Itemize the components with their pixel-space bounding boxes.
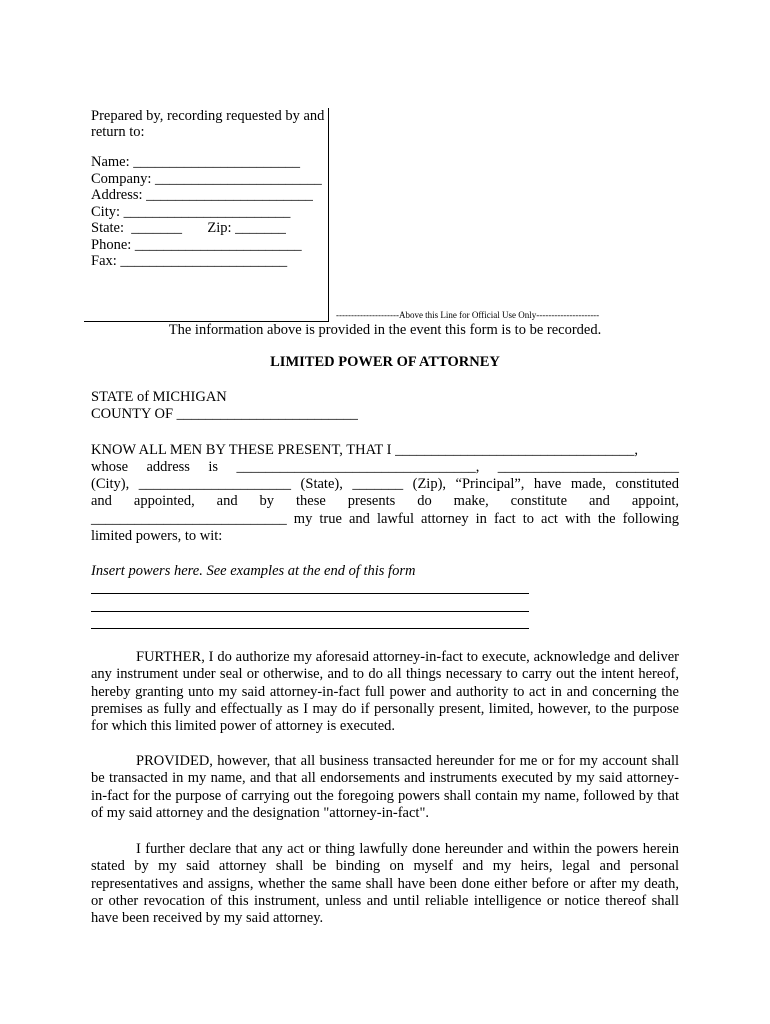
info-note: The information above is provided in the event this form is to be recorded.: [168, 322, 602, 338]
fax-field: Fax: _______________________: [91, 253, 288, 269]
state-zip-field: State: _______ Zip: _______: [91, 220, 286, 236]
powers-blank-line-2: [91, 611, 529, 612]
know-line-5: ___________________________ my true and lawful attorney in fact to act with the following: [91, 511, 679, 527]
official-use-line: ---------------------Above this Line for Official Use Only---------------------: [336, 310, 600, 320]
county-line: COUNTY OF _________________________: [91, 406, 358, 422]
insert-powers-note: Insert powers here. See examples at the end of this form: [91, 563, 416, 579]
state-line: STATE of MICHIGAN: [91, 389, 227, 405]
further-text: FURTHER, I do authorize my aforesaid attorney-in-fact to execute, acknowledge and deliver any instrument under seal or otherwise, and to do all things necessary to carry out the intent hereof, hereby granting unto my said attorney-in-fact full power and authority to act in and concerning the premises as fully and effectually as I may do if personally present, limited, however, to the purpose for which this limited power of attorney is executed.: [91, 649, 679, 735]
know-line-2: whose address is _________________________________, _________________________: [91, 459, 679, 475]
prepared-by-text: Prepared by, recording requested by and: [91, 108, 325, 124]
document-title: LIMITED POWER OF ATTORNEY: [270, 354, 500, 370]
know-line-6: limited powers, to wit:: [91, 528, 223, 544]
header-vertical-rule: [328, 108, 329, 322]
provided-text: PROVIDED, however, that all business transacted hereunder for me or for my account shall be transacted in my name, and that all endorsements and instruments executed by my said attorney-in-fact for the purpose of carrying out the foregoing powers shall contain my name, followed by that of my said attorney and the designation "attorney-in-fact".: [91, 753, 679, 821]
company-field: Company: _______________________: [91, 171, 322, 187]
declare-text: I further declare that any act or thing lawfully done hereunder and within the powers herein stated by my said attorney shall be binding on myself and my heirs, legal and personal representatives and assigns, whether the same shall have been done either before or after my death, or other revocation of this instrument, unless and until reliable intelligence or notice thereof shall have been received by my said attorney.: [91, 841, 679, 927]
provided-paragraph: [91, 753, 679, 822]
declare-paragraph: [91, 841, 679, 927]
name-field: Name: _______________________: [91, 154, 301, 170]
know-line-3: (City), _____________________ (State), _______ (Zip), “Principal”, have made, constituted: [91, 476, 679, 492]
powers-blank-line-1: [91, 593, 529, 594]
know-line-1: KNOW ALL MEN BY THESE PRESENT, THAT I _________________________________,: [91, 442, 638, 458]
city-field: City: _______________________: [91, 204, 291, 220]
powers-blank-line-3: [91, 628, 529, 629]
return-to-text: return to:: [91, 124, 145, 140]
know-line-4: and appointed, and by these presents do make, constitute and appoint,: [91, 493, 679, 509]
address-field: Address: _______________________: [91, 187, 313, 203]
phone-field: Phone: _______________________: [91, 237, 302, 253]
further-paragraph: [91, 649, 679, 735]
